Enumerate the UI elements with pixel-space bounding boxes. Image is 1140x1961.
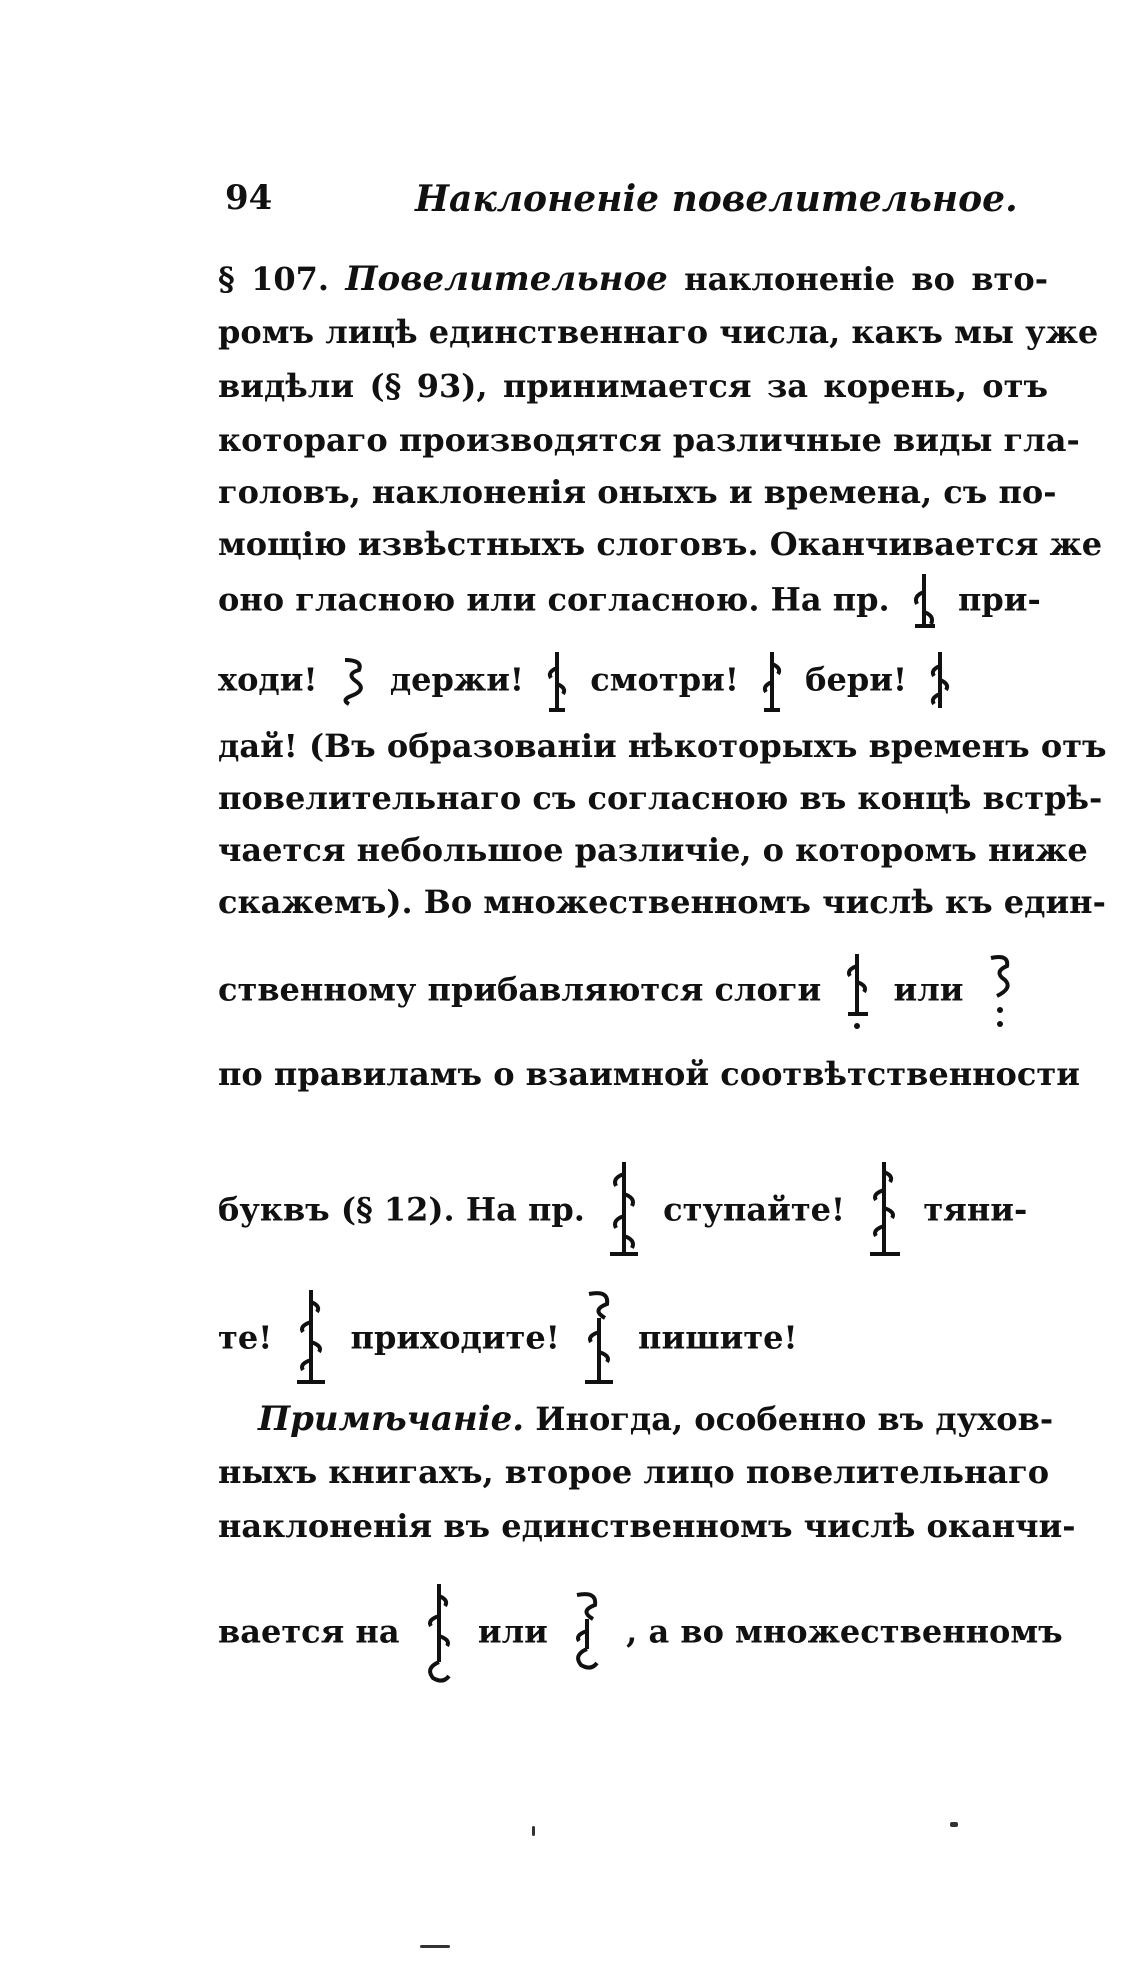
- text-line-10: повелительнаго съ согласною въ концѣ встрѣ-: [218, 779, 1103, 817]
- note-lead-term: Примѣчаніе.: [258, 1399, 525, 1439]
- text-line-6: мощію извѣстныхъ слоговъ. Оканчивается же: [218, 525, 1103, 563]
- text-line-1: [218, 259, 1049, 299]
- example-word: пишите!: [638, 1318, 798, 1357]
- scan-speck: [420, 1945, 450, 1948]
- example-word: те!: [218, 1318, 273, 1357]
- text-fragment: при-: [957, 580, 1041, 619]
- mongolian-script-glyph: [926, 650, 954, 714]
- text-line-2: ромъ лицѣ единственнаго числа, какъ мы уже: [218, 313, 1099, 351]
- text-line-7: [218, 572, 1048, 632]
- word-or: или: [477, 1612, 548, 1651]
- text-line-13: [218, 952, 1048, 1032]
- mongolian-script-glyph: [840, 952, 874, 1032]
- text-fragment: наклоненіе во вто-: [684, 260, 1049, 298]
- example-word: смотри!: [590, 660, 739, 699]
- mongolian-script-glyph: [567, 1589, 607, 1679]
- running-title: Наклоненіе повелительное.: [415, 178, 1018, 220]
- mongolian-script-glyph: [604, 1160, 644, 1264]
- example-word: ходи!: [218, 660, 318, 699]
- page-header: [225, 178, 1045, 228]
- text-line-9: дай! (Въ образованіи нѣкоторыхъ временъ отъ: [218, 727, 1107, 765]
- word-or: или: [893, 970, 964, 1009]
- mongolian-script-glyph: [291, 1288, 331, 1392]
- text-line-5: головъ, наклоненія оныхъ и времена, съ по-: [218, 473, 1057, 511]
- text-line-14: по правиламъ о взаимной соотвѣтственности: [218, 1055, 1080, 1093]
- example-word: тяни-: [923, 1190, 1028, 1229]
- scan-speck: [532, 1826, 535, 1836]
- text-line-3: видѣли (§ 93), принимается за корень, отъ: [218, 367, 1048, 405]
- mongolian-script-glyph: [543, 650, 571, 714]
- mongolian-script-glyph: [419, 1582, 459, 1686]
- scan-speck: [950, 1822, 958, 1827]
- text-line-8: [218, 650, 1048, 714]
- mongolian-script-glyph: [864, 1160, 904, 1264]
- text-line-19: наклоненія въ единственномъ числѣ оканчи-: [218, 1507, 1076, 1545]
- page-number: 94: [225, 178, 273, 218]
- mongolian-script-glyph: [579, 1288, 619, 1392]
- text-fragment: оно гласною или согласною. На пр.: [218, 580, 890, 619]
- text-fragment: вается на: [218, 1612, 400, 1651]
- example-word: приходите!: [350, 1318, 560, 1357]
- text-line-12: скажемъ). Во множественномъ числѣ къ един-: [218, 883, 1106, 921]
- text-fragment: буквъ (§ 12). На пр.: [218, 1190, 585, 1229]
- text-line-20: [218, 1582, 1063, 1686]
- section-mark: § 107.: [218, 260, 330, 298]
- example-word: держи!: [389, 660, 524, 699]
- text-line-18: ныхъ книгахъ, второе лицо повелительнаго: [218, 1453, 1050, 1491]
- text-line-4: котораго производятся различные виды гла-: [218, 421, 1080, 459]
- text-line-15: [218, 1160, 1048, 1264]
- mongolian-script-glyph: [758, 650, 786, 714]
- text-fragment: , а во множественномъ: [626, 1612, 1063, 1651]
- mongolian-script-glyph: [909, 572, 939, 632]
- text-line-16: [218, 1288, 1048, 1392]
- lead-term-imperative: Повелительное: [345, 259, 668, 299]
- text-fragment: ственному прибавляются слоги: [218, 970, 822, 1009]
- mongolian-script-glyph: [337, 656, 371, 708]
- text-fragment: Иногда, особенно въ духов-: [535, 1400, 1054, 1438]
- example-word: ступайте!: [663, 1190, 846, 1229]
- example-word: бери!: [805, 660, 907, 699]
- text-line-11: чается небольшое различіе, о которомъ ниже: [218, 831, 1088, 869]
- text-line-17: [258, 1399, 1054, 1439]
- mongolian-script-glyph: [983, 952, 1017, 1032]
